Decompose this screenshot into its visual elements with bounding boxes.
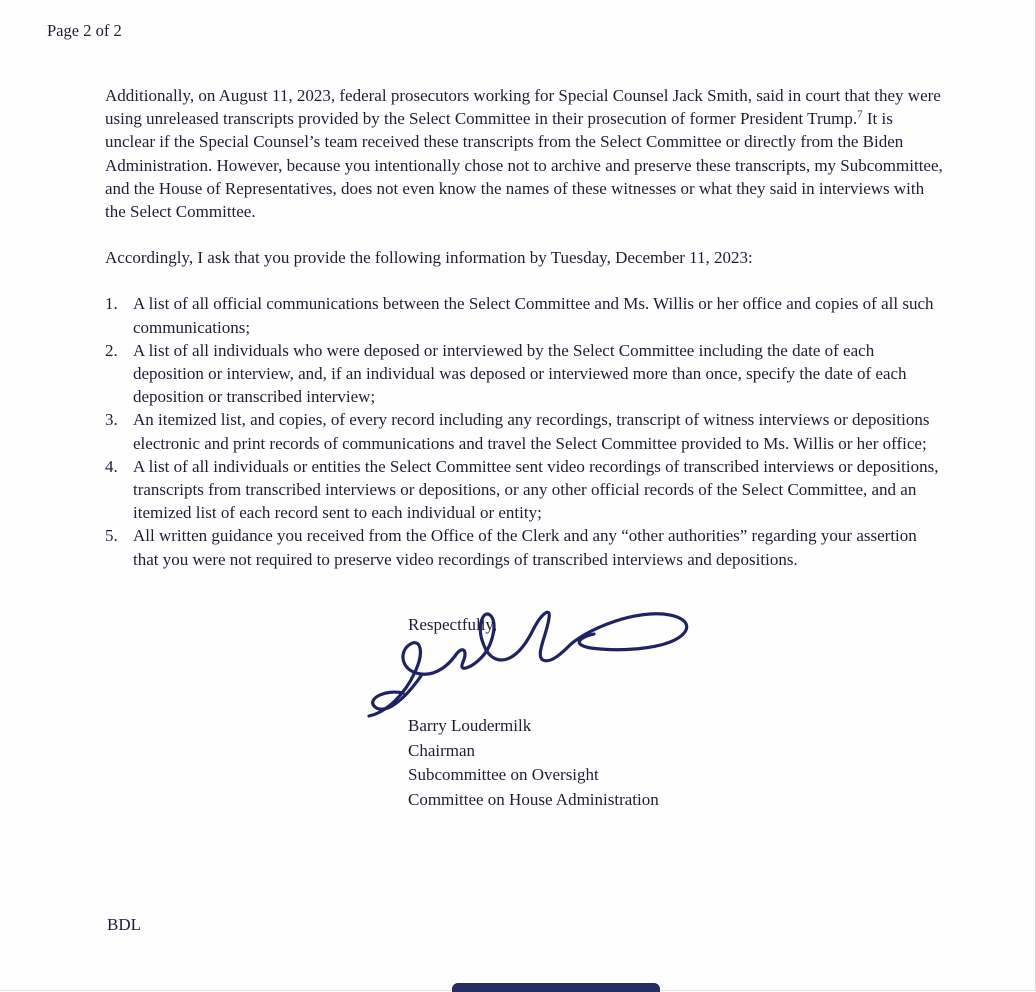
signer-org-subcommittee: Subcommittee on Oversight bbox=[408, 765, 599, 785]
list-item-text: All written guidance you received from the Office of the Clerk and any “other authorities” regarding your assertion that you were not required to preserve video recordings of transcribed interviews and depositions. bbox=[133, 526, 917, 569]
signer-org-committee: Committee on House Administration bbox=[408, 789, 659, 809]
list-item bbox=[105, 455, 945, 525]
list-item bbox=[105, 292, 945, 338]
signer-title: Chairman bbox=[408, 740, 476, 760]
footnote-marker-7: 7 bbox=[857, 108, 863, 121]
signer-name: Barry Loudermilk bbox=[408, 716, 532, 736]
request-list bbox=[105, 292, 945, 570]
list-item bbox=[105, 339, 945, 409]
list-item bbox=[105, 524, 945, 570]
list-item-text: A list of all individuals who were deposed or interviewed by the Select Committee including the date of each deposition or interview, and, if an individual was deposed or interviewed more than once, specify the date of each deposition or transcribed interview; bbox=[133, 340, 907, 407]
list-item-text: A list of all individuals or entities the Select Committee sent video recordings of transcribed interviews or depositions, transcripts from transcribed interviews or depositions, or any other official records of the Select Committee, and an itemized list of each record sent to each individual or entity; bbox=[133, 456, 939, 523]
paragraph-prosecutors-text-2: It is unclear if the Special Counsel’s team received these transcripts from the Select Committee or directly from the Biden Administration. However, because you intentionally chose not to archive and preserve these transcripts, my Subcommittee, and the House of Representatives, does not even know the names of these witnesses or what they said in interviews with the Select Committee. bbox=[105, 109, 943, 222]
page-number: Page 2 of 2 bbox=[47, 21, 122, 40]
paragraph-prosecutors bbox=[105, 84, 945, 223]
paragraph-prosecutors-text-1: Additionally, on August 11, 2023, federal prosecutors working for Special Counsel Jack Smith, said in court that they were using unreleased transcripts provided by the Select Committee in their prosecution of former President Trump. bbox=[105, 86, 941, 129]
footer-initials: BDL bbox=[107, 915, 141, 934]
list-item-number: 1. bbox=[105, 294, 118, 314]
signature-block bbox=[408, 613, 945, 813]
list-item-number: 2. bbox=[105, 340, 118, 360]
list-item-number: 5. bbox=[105, 526, 118, 546]
signature-barry-loudermilk bbox=[408, 636, 945, 714]
list-item-number: 4. bbox=[105, 456, 118, 476]
list-item-text: An itemized list, and copies, of every record including any recordings, transcript of witness interviews or depositions electronic and print records of communications and travel the Select Committee provided to Ms. Willis or her office; bbox=[133, 410, 930, 453]
closing-salutation: Respectfully, bbox=[408, 614, 498, 634]
list-item-number: 3. bbox=[105, 410, 118, 430]
list-item bbox=[105, 408, 945, 454]
list-item-text: A list of all official communications between the Select Committee and Ms. Willis or her office and copies of all such communications; bbox=[133, 294, 934, 337]
letter-body bbox=[105, 84, 945, 812]
paragraph-request: Accordingly, I ask that you provide the following information by Tuesday, December 11, 2023: bbox=[105, 248, 753, 268]
handwritten-signature-icon bbox=[363, 594, 708, 729]
